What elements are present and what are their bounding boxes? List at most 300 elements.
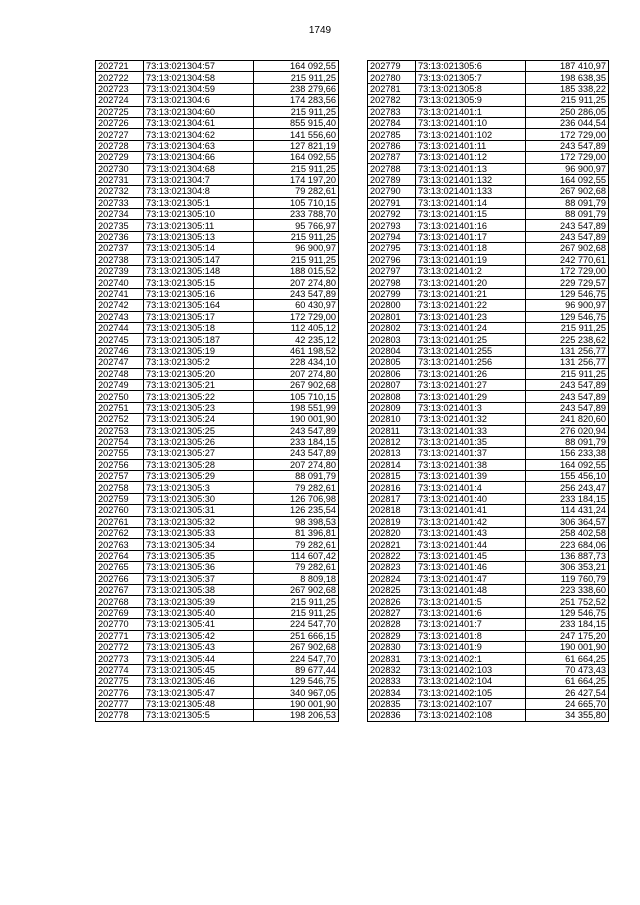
row-number-cell: 202797 bbox=[368, 266, 416, 277]
value-cell: 198 206,53 bbox=[254, 710, 339, 721]
value-cell: 215 911,25 bbox=[254, 596, 339, 607]
value-cell: 198 551,99 bbox=[254, 402, 339, 413]
table-row bbox=[368, 425, 609, 436]
row-number-cell: 202734 bbox=[96, 209, 144, 220]
value-cell: 127 821,19 bbox=[254, 140, 339, 151]
table-row bbox=[368, 334, 609, 345]
row-number-cell: 202800 bbox=[368, 300, 416, 311]
table-row bbox=[368, 72, 609, 83]
cadastral-number-cell: 73:13:021305:44 bbox=[144, 653, 254, 664]
row-number-cell: 202760 bbox=[96, 505, 144, 516]
row-number-cell: 202741 bbox=[96, 288, 144, 299]
table-row bbox=[96, 505, 339, 516]
row-number-cell: 202737 bbox=[96, 243, 144, 254]
table-row bbox=[368, 584, 609, 595]
row-number-cell: 202825 bbox=[368, 584, 416, 595]
table-row bbox=[96, 197, 339, 208]
cadastral-number-cell: 73:13:021305:8 bbox=[416, 83, 526, 94]
table-row bbox=[368, 288, 609, 299]
row-number-cell: 202805 bbox=[368, 357, 416, 368]
value-cell: 198 638,35 bbox=[526, 72, 609, 83]
value-cell: 172 729,00 bbox=[526, 152, 609, 163]
cadastral-number-cell: 73:13:021401:13 bbox=[416, 163, 526, 174]
value-cell: 233 788,70 bbox=[254, 209, 339, 220]
row-number-cell: 202807 bbox=[368, 379, 416, 390]
row-number-cell: 202814 bbox=[368, 459, 416, 470]
cadastral-number-cell: 73:13:021401:37 bbox=[416, 448, 526, 459]
table-row bbox=[368, 641, 609, 652]
table-row bbox=[368, 129, 609, 140]
row-number-cell: 202816 bbox=[368, 482, 416, 493]
table-row bbox=[368, 448, 609, 459]
row-number-cell: 202725 bbox=[96, 106, 144, 117]
table-row bbox=[96, 345, 339, 356]
row-number-cell: 202727 bbox=[96, 129, 144, 140]
row-number-cell: 202747 bbox=[96, 357, 144, 368]
cadastral-number-cell: 73:13:021401:23 bbox=[416, 311, 526, 322]
value-cell: 215 911,25 bbox=[254, 163, 339, 174]
table-row bbox=[96, 288, 339, 299]
cadastral-number-cell: 73:13:021305:148 bbox=[144, 266, 254, 277]
row-number-cell: 202777 bbox=[96, 698, 144, 709]
table-row bbox=[368, 687, 609, 698]
value-cell: 136 887,73 bbox=[526, 550, 609, 561]
cadastral-number-cell: 73:13:021304:61 bbox=[144, 117, 254, 128]
table-row bbox=[96, 209, 339, 220]
table-row bbox=[96, 300, 339, 311]
row-number-cell: 202815 bbox=[368, 471, 416, 482]
value-cell: 215 911,25 bbox=[526, 368, 609, 379]
value-cell: 258 402,58 bbox=[526, 528, 609, 539]
row-number-cell: 202768 bbox=[96, 596, 144, 607]
table-row bbox=[368, 106, 609, 117]
cadastral-number-cell: 73:13:021402:108 bbox=[416, 710, 526, 721]
cadastral-number-cell: 73:13:021305:7 bbox=[416, 72, 526, 83]
cadastral-number-cell: 73:13:021401:26 bbox=[416, 368, 526, 379]
row-number-cell: 202735 bbox=[96, 220, 144, 231]
value-cell: 233 184,15 bbox=[254, 436, 339, 447]
value-cell: 81 396,81 bbox=[254, 528, 339, 539]
value-cell: 215 911,25 bbox=[254, 106, 339, 117]
cadastral-number-cell: 73:13:021305:11 bbox=[144, 220, 254, 231]
cadastral-number-cell: 73:13:021401:45 bbox=[416, 550, 526, 561]
value-cell: 126 706,98 bbox=[254, 493, 339, 504]
cadastral-number-cell: 73:13:021305:20 bbox=[144, 368, 254, 379]
row-number-cell: 202828 bbox=[368, 619, 416, 630]
table-row bbox=[368, 140, 609, 151]
row-number-cell: 202803 bbox=[368, 334, 416, 345]
cadastral-number-cell: 73:13:021305:14 bbox=[144, 243, 254, 254]
value-cell: 241 820,60 bbox=[526, 414, 609, 425]
cadastral-number-cell: 73:13:021401:255 bbox=[416, 345, 526, 356]
table-row bbox=[96, 220, 339, 231]
table-row bbox=[368, 357, 609, 368]
value-cell: 267 902,68 bbox=[254, 379, 339, 390]
cadastral-number-cell: 73:13:021401:11 bbox=[416, 140, 526, 151]
value-cell: 207 274,80 bbox=[254, 459, 339, 470]
table-row bbox=[96, 368, 339, 379]
table-row bbox=[96, 653, 339, 664]
row-number-cell: 202817 bbox=[368, 493, 416, 504]
value-cell: 251 666,15 bbox=[254, 630, 339, 641]
row-number-cell: 202729 bbox=[96, 152, 144, 163]
table-row bbox=[368, 197, 609, 208]
table-row bbox=[96, 436, 339, 447]
table-row bbox=[96, 254, 339, 265]
value-cell: 155 456,10 bbox=[526, 471, 609, 482]
value-cell: 340 967,05 bbox=[254, 687, 339, 698]
table-row bbox=[96, 163, 339, 174]
cadastral-number-cell: 73:13:021401:2 bbox=[416, 266, 526, 277]
row-number-cell: 202819 bbox=[368, 516, 416, 527]
cadastral-number-cell: 73:13:021401:39 bbox=[416, 471, 526, 482]
value-cell: 129 546,75 bbox=[526, 311, 609, 322]
table-row bbox=[368, 231, 609, 242]
cadastral-number-cell: 73:13:021401:7 bbox=[416, 619, 526, 630]
table-row bbox=[368, 163, 609, 174]
cadastral-number-cell: 73:13:021401:47 bbox=[416, 573, 526, 584]
table-row bbox=[96, 584, 339, 595]
row-number-cell: 202764 bbox=[96, 550, 144, 561]
table-row bbox=[96, 528, 339, 539]
cadastral-number-cell: 73:13:021401:4 bbox=[416, 482, 526, 493]
table-row bbox=[368, 277, 609, 288]
table-row bbox=[96, 414, 339, 425]
cadastral-number-cell: 73:13:021401:29 bbox=[416, 391, 526, 402]
cadastral-number-cell: 73:13:021305:36 bbox=[144, 562, 254, 573]
row-number-cell: 202824 bbox=[368, 573, 416, 584]
cadastral-number-cell: 73:13:021305:187 bbox=[144, 334, 254, 345]
row-number-cell: 202721 bbox=[96, 61, 144, 72]
value-cell: 26 427,54 bbox=[526, 687, 609, 698]
value-cell: 188 015,52 bbox=[254, 266, 339, 277]
row-number-cell: 202751 bbox=[96, 402, 144, 413]
row-number-cell: 202770 bbox=[96, 619, 144, 630]
table-row bbox=[368, 676, 609, 687]
row-number-cell: 202756 bbox=[96, 459, 144, 470]
table-row bbox=[368, 471, 609, 482]
row-number-cell: 202829 bbox=[368, 630, 416, 641]
row-number-cell: 202826 bbox=[368, 596, 416, 607]
value-cell: 88 091,79 bbox=[526, 209, 609, 220]
cadastral-number-cell: 73:13:021401:43 bbox=[416, 528, 526, 539]
value-cell: 89 677,44 bbox=[254, 664, 339, 675]
table-row bbox=[96, 95, 339, 106]
row-number-cell: 202744 bbox=[96, 322, 144, 333]
value-cell: 207 274,80 bbox=[254, 368, 339, 379]
value-cell: 119 760,79 bbox=[526, 573, 609, 584]
table-row bbox=[96, 152, 339, 163]
cadastral-number-cell: 73:13:021305:43 bbox=[144, 641, 254, 652]
value-cell: 236 044,54 bbox=[526, 117, 609, 128]
row-number-cell: 202759 bbox=[96, 493, 144, 504]
value-cell: 70 473,43 bbox=[526, 664, 609, 675]
value-cell: 215 911,25 bbox=[526, 95, 609, 106]
value-cell: 190 001,90 bbox=[254, 414, 339, 425]
cadastral-number-cell: 73:13:021402:105 bbox=[416, 687, 526, 698]
row-number-cell: 202808 bbox=[368, 391, 416, 402]
cadastral-number-cell: 73:13:021305:23 bbox=[144, 402, 254, 413]
row-number-cell: 202789 bbox=[368, 174, 416, 185]
cadastral-number-cell: 73:13:021305:38 bbox=[144, 584, 254, 595]
table-row bbox=[368, 402, 609, 413]
cadastral-number-cell: 73:13:021401:40 bbox=[416, 493, 526, 504]
value-cell: 24 665,70 bbox=[526, 698, 609, 709]
row-number-cell: 202821 bbox=[368, 539, 416, 550]
row-number-cell: 202813 bbox=[368, 448, 416, 459]
cadastral-number-cell: 73:13:021401:133 bbox=[416, 186, 526, 197]
row-number-cell: 202774 bbox=[96, 664, 144, 675]
page-number: 1749 bbox=[308, 25, 332, 36]
row-number-cell: 202792 bbox=[368, 209, 416, 220]
row-number-cell: 202743 bbox=[96, 311, 144, 322]
table-row bbox=[96, 710, 339, 721]
table-row bbox=[96, 539, 339, 550]
value-cell: 229 729,57 bbox=[526, 277, 609, 288]
value-cell: 215 911,25 bbox=[254, 607, 339, 618]
value-cell: 129 546,75 bbox=[526, 607, 609, 618]
cadastral-number-cell: 73:13:021304:62 bbox=[144, 129, 254, 140]
row-number-cell: 202818 bbox=[368, 505, 416, 516]
value-cell: 129 546,75 bbox=[526, 288, 609, 299]
row-number-cell: 202761 bbox=[96, 516, 144, 527]
row-number-cell: 202750 bbox=[96, 391, 144, 402]
row-number-cell: 202776 bbox=[96, 687, 144, 698]
row-number-cell: 202758 bbox=[96, 482, 144, 493]
table-row bbox=[96, 277, 339, 288]
value-cell: 114 607,42 bbox=[254, 550, 339, 561]
cadastral-number-cell: 73:13:021401:33 bbox=[416, 425, 526, 436]
value-cell: 223 684,06 bbox=[526, 539, 609, 550]
table-row bbox=[368, 186, 609, 197]
row-number-cell: 202790 bbox=[368, 186, 416, 197]
table-row bbox=[96, 482, 339, 493]
cadastral-number-cell: 73:13:021401:12 bbox=[416, 152, 526, 163]
value-cell: 461 198,52 bbox=[254, 345, 339, 356]
cadastral-number-cell: 73:13:021401:132 bbox=[416, 174, 526, 185]
value-cell: 174 197,20 bbox=[254, 174, 339, 185]
value-cell: 34 355,80 bbox=[526, 710, 609, 721]
table-row bbox=[96, 573, 339, 584]
cadastral-number-cell: 73:13:021305:46 bbox=[144, 676, 254, 687]
table-row bbox=[96, 516, 339, 527]
table-row bbox=[96, 687, 339, 698]
value-cell: 233 184,15 bbox=[526, 619, 609, 630]
value-cell: 88 091,79 bbox=[254, 471, 339, 482]
cadastral-number-cell: 73:13:021401:35 bbox=[416, 436, 526, 447]
row-number-cell: 202771 bbox=[96, 630, 144, 641]
value-cell: 224 547,70 bbox=[254, 653, 339, 664]
value-cell: 79 282,61 bbox=[254, 539, 339, 550]
cadastral-number-cell: 73:13:021305:32 bbox=[144, 516, 254, 527]
table-row bbox=[368, 493, 609, 504]
value-cell: 306 353,21 bbox=[526, 562, 609, 573]
cadastral-number-cell: 73:13:021305:13 bbox=[144, 231, 254, 242]
value-cell: 172 729,00 bbox=[254, 311, 339, 322]
table-row bbox=[96, 140, 339, 151]
row-number-cell: 202731 bbox=[96, 174, 144, 185]
row-number-cell: 202753 bbox=[96, 425, 144, 436]
cadastral-number-cell: 73:13:021305:24 bbox=[144, 414, 254, 425]
row-number-cell: 202833 bbox=[368, 676, 416, 687]
value-cell: 267 902,68 bbox=[254, 641, 339, 652]
row-number-cell: 202749 bbox=[96, 379, 144, 390]
cadastral-number-cell: 73:13:021305:16 bbox=[144, 288, 254, 299]
table-row bbox=[368, 379, 609, 390]
row-number-cell: 202796 bbox=[368, 254, 416, 265]
row-number-cell: 202836 bbox=[368, 710, 416, 721]
value-cell: 79 282,61 bbox=[254, 186, 339, 197]
row-number-cell: 202778 bbox=[96, 710, 144, 721]
row-number-cell: 202746 bbox=[96, 345, 144, 356]
row-number-cell: 202831 bbox=[368, 653, 416, 664]
row-number-cell: 202755 bbox=[96, 448, 144, 459]
value-cell: 215 911,25 bbox=[254, 72, 339, 83]
value-cell: 98 398,53 bbox=[254, 516, 339, 527]
value-cell: 243 547,89 bbox=[526, 140, 609, 151]
row-number-cell: 202820 bbox=[368, 528, 416, 539]
row-number-cell: 202780 bbox=[368, 72, 416, 83]
table-row bbox=[368, 653, 609, 664]
left-table bbox=[95, 60, 339, 722]
value-cell: 267 902,68 bbox=[526, 186, 609, 197]
cadastral-number-cell: 73:13:021401:42 bbox=[416, 516, 526, 527]
row-number-cell: 202809 bbox=[368, 402, 416, 413]
cadastral-number-cell: 73:13:021401:10 bbox=[416, 117, 526, 128]
cadastral-number-cell: 73:13:021304:60 bbox=[144, 106, 254, 117]
row-number-cell: 202785 bbox=[368, 129, 416, 140]
cadastral-number-cell: 73:13:021305:48 bbox=[144, 698, 254, 709]
cadastral-number-cell: 73:13:021305:17 bbox=[144, 311, 254, 322]
value-cell: 96 900,97 bbox=[526, 300, 609, 311]
value-cell: 238 279,66 bbox=[254, 83, 339, 94]
cadastral-number-cell: 73:13:021305:45 bbox=[144, 664, 254, 675]
value-cell: 112 405,12 bbox=[254, 322, 339, 333]
table-row bbox=[368, 539, 609, 550]
cadastral-number-cell: 73:13:021305:47 bbox=[144, 687, 254, 698]
row-number-cell: 202798 bbox=[368, 277, 416, 288]
value-cell: 114 431,24 bbox=[526, 505, 609, 516]
table-row bbox=[96, 231, 339, 242]
cadastral-number-cell: 73:13:021401:48 bbox=[416, 584, 526, 595]
value-cell: 88 091,79 bbox=[526, 197, 609, 208]
cadastral-number-cell: 73:13:021305:2 bbox=[144, 357, 254, 368]
cadastral-number-cell: 73:13:021305:30 bbox=[144, 493, 254, 504]
row-number-cell: 202722 bbox=[96, 72, 144, 83]
table-row bbox=[96, 562, 339, 573]
value-cell: 164 092,55 bbox=[526, 174, 609, 185]
cadastral-number-cell: 73:13:021401:6 bbox=[416, 607, 526, 618]
cadastral-number-cell: 73:13:021401:14 bbox=[416, 197, 526, 208]
cadastral-number-cell: 73:13:021305:21 bbox=[144, 379, 254, 390]
cadastral-number-cell: 73:13:021305:15 bbox=[144, 277, 254, 288]
table-row bbox=[368, 630, 609, 641]
row-number-cell: 202802 bbox=[368, 322, 416, 333]
value-cell: 243 547,89 bbox=[526, 391, 609, 402]
row-number-cell: 202801 bbox=[368, 311, 416, 322]
row-number-cell: 202779 bbox=[368, 61, 416, 72]
row-number-cell: 202835 bbox=[368, 698, 416, 709]
value-cell: 174 283,56 bbox=[254, 95, 339, 106]
cadastral-number-cell: 73:13:021305:28 bbox=[144, 459, 254, 470]
cadastral-number-cell: 73:13:021401:32 bbox=[416, 414, 526, 425]
cadastral-number-cell: 73:13:021305:22 bbox=[144, 391, 254, 402]
table-row bbox=[368, 573, 609, 584]
row-number-cell: 202739 bbox=[96, 266, 144, 277]
cadastral-number-cell: 73:13:021304:59 bbox=[144, 83, 254, 94]
row-number-cell: 202775 bbox=[96, 676, 144, 687]
table-row bbox=[368, 710, 609, 721]
cadastral-number-cell: 73:13:021305:34 bbox=[144, 539, 254, 550]
value-cell: 79 282,61 bbox=[254, 562, 339, 573]
table-row bbox=[368, 528, 609, 539]
table-row bbox=[96, 596, 339, 607]
value-cell: 172 729,00 bbox=[526, 266, 609, 277]
cadastral-number-cell: 73:13:021304:68 bbox=[144, 163, 254, 174]
table-row bbox=[368, 117, 609, 128]
cadastral-number-cell: 73:13:021401:102 bbox=[416, 129, 526, 140]
value-cell: 207 274,80 bbox=[254, 277, 339, 288]
table-row bbox=[96, 471, 339, 482]
cadastral-number-cell: 73:13:021401:46 bbox=[416, 562, 526, 573]
value-cell: 243 547,89 bbox=[254, 448, 339, 459]
value-cell: 129 546,75 bbox=[254, 676, 339, 687]
cadastral-number-cell: 73:13:021305:164 bbox=[144, 300, 254, 311]
cadastral-number-cell: 73:13:021304:66 bbox=[144, 152, 254, 163]
table-row bbox=[368, 345, 609, 356]
table-row bbox=[96, 106, 339, 117]
row-number-cell: 202783 bbox=[368, 106, 416, 117]
row-number-cell: 202740 bbox=[96, 277, 144, 288]
row-number-cell: 202763 bbox=[96, 539, 144, 550]
cadastral-number-cell: 73:13:021401:18 bbox=[416, 243, 526, 254]
row-number-cell: 202786 bbox=[368, 140, 416, 151]
row-number-cell: 202754 bbox=[96, 436, 144, 447]
cadastral-number-cell: 73:13:021305:25 bbox=[144, 425, 254, 436]
row-number-cell: 202799 bbox=[368, 288, 416, 299]
row-number-cell: 202811 bbox=[368, 425, 416, 436]
table-row bbox=[96, 619, 339, 630]
value-cell: 243 547,89 bbox=[254, 288, 339, 299]
value-cell: 185 338,22 bbox=[526, 83, 609, 94]
cadastral-number-cell: 73:13:021305:9 bbox=[416, 95, 526, 106]
row-number-cell: 202728 bbox=[96, 140, 144, 151]
value-cell: 242 770,61 bbox=[526, 254, 609, 265]
row-number-cell: 202834 bbox=[368, 687, 416, 698]
cadastral-number-cell: 73:13:021401:22 bbox=[416, 300, 526, 311]
table-row bbox=[96, 266, 339, 277]
value-cell: 243 547,89 bbox=[526, 220, 609, 231]
value-cell: 267 902,68 bbox=[526, 243, 609, 254]
value-cell: 88 091,79 bbox=[526, 436, 609, 447]
value-cell: 95 766,97 bbox=[254, 220, 339, 231]
cadastral-number-cell: 73:13:021401:9 bbox=[416, 641, 526, 652]
value-cell: 215 911,25 bbox=[254, 254, 339, 265]
value-cell: 156 233,38 bbox=[526, 448, 609, 459]
table-row bbox=[96, 322, 339, 333]
table-row bbox=[96, 72, 339, 83]
row-number-cell: 202772 bbox=[96, 641, 144, 652]
table-row bbox=[96, 83, 339, 94]
cadastral-number-cell: 73:13:021401:15 bbox=[416, 209, 526, 220]
cadastral-number-cell: 73:13:021401:41 bbox=[416, 505, 526, 516]
table-row bbox=[96, 61, 339, 72]
row-number-cell: 202730 bbox=[96, 163, 144, 174]
row-number-cell: 202769 bbox=[96, 607, 144, 618]
cadastral-number-cell: 73:13:021401:16 bbox=[416, 220, 526, 231]
value-cell: 126 235,54 bbox=[254, 505, 339, 516]
row-number-cell: 202748 bbox=[96, 368, 144, 379]
